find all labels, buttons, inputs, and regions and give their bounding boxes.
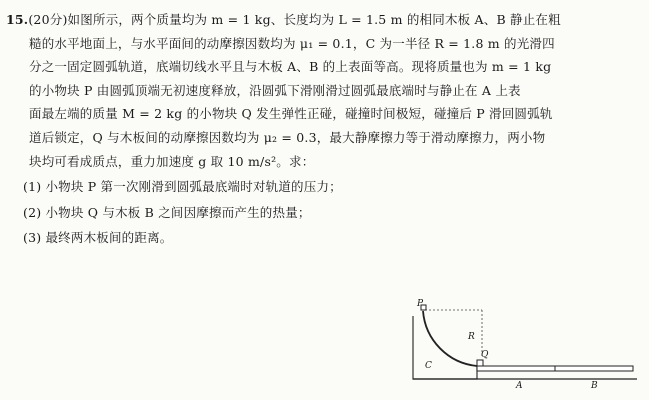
label-q: Q bbox=[481, 350, 489, 360]
label-b: B bbox=[591, 381, 598, 391]
plank-b bbox=[555, 366, 633, 371]
physics-diagram bbox=[405, 296, 645, 396]
question-1: (1) 小物块 P 第一次刚滑到圆弧最底端时对轨道的压力； bbox=[23, 179, 342, 195]
plank-a bbox=[477, 366, 555, 371]
block-q bbox=[477, 360, 483, 366]
problem-line-1 bbox=[6, 8, 642, 32]
problem-number: 15. bbox=[6, 12, 29, 27]
problem-body-line: 道后锁定，Q 与木板间的动摩擦因数均为 μ₂ = 0.3，最大静摩擦力等于滑动摩擦力，两小物 bbox=[29, 129, 546, 145]
problem-body-line: 块均可看成质点，重力加速度 g 取 10 m/s²。求： bbox=[29, 153, 315, 169]
problem-text bbox=[6, 8, 642, 250]
question-3: (3) 最终两木板间的距离。 bbox=[23, 230, 173, 246]
problem-points: (20分) bbox=[28, 12, 68, 27]
problem-body-line: 分之一固定圆弧轨道，底端切线水平且与木板 A、B 的上表面等高。现将质量也为 m = 1 kg bbox=[29, 59, 552, 75]
problem-body-line: 如图所示，两个质量均为 m = 1 kg、长度均为 L = 1.5 m 的相同木板 A、B 静止在粗 bbox=[67, 12, 561, 27]
support-outline bbox=[413, 316, 477, 379]
label-c: C bbox=[425, 361, 432, 371]
question-2: (2) 小物块 Q 与木板 B 之间因摩擦而产生的热量； bbox=[23, 204, 311, 220]
diagram-svg bbox=[405, 296, 645, 396]
problem-body-line: 糙的水平地面上，与水平面间的动摩擦因数均为 μ₁ = 0.1，C 为一半径 R = 1.8 m 的光滑四 bbox=[29, 35, 555, 51]
problem-body-line: 的小物块 P 由圆弧顶端无初速度释放，沿圆弧下滑刚滑过圆弧最底端时与静止在 A 上表 bbox=[29, 82, 521, 98]
label-p: P bbox=[417, 299, 424, 309]
label-a: A bbox=[516, 381, 523, 391]
label-r: R bbox=[468, 332, 475, 342]
problem-body-line: 面最左端的质量 M = 2 kg 的小物块 Q 发生弹性正碰，碰撞时间极短，碰撞后 P 滑回圆弧轨 bbox=[29, 106, 553, 122]
